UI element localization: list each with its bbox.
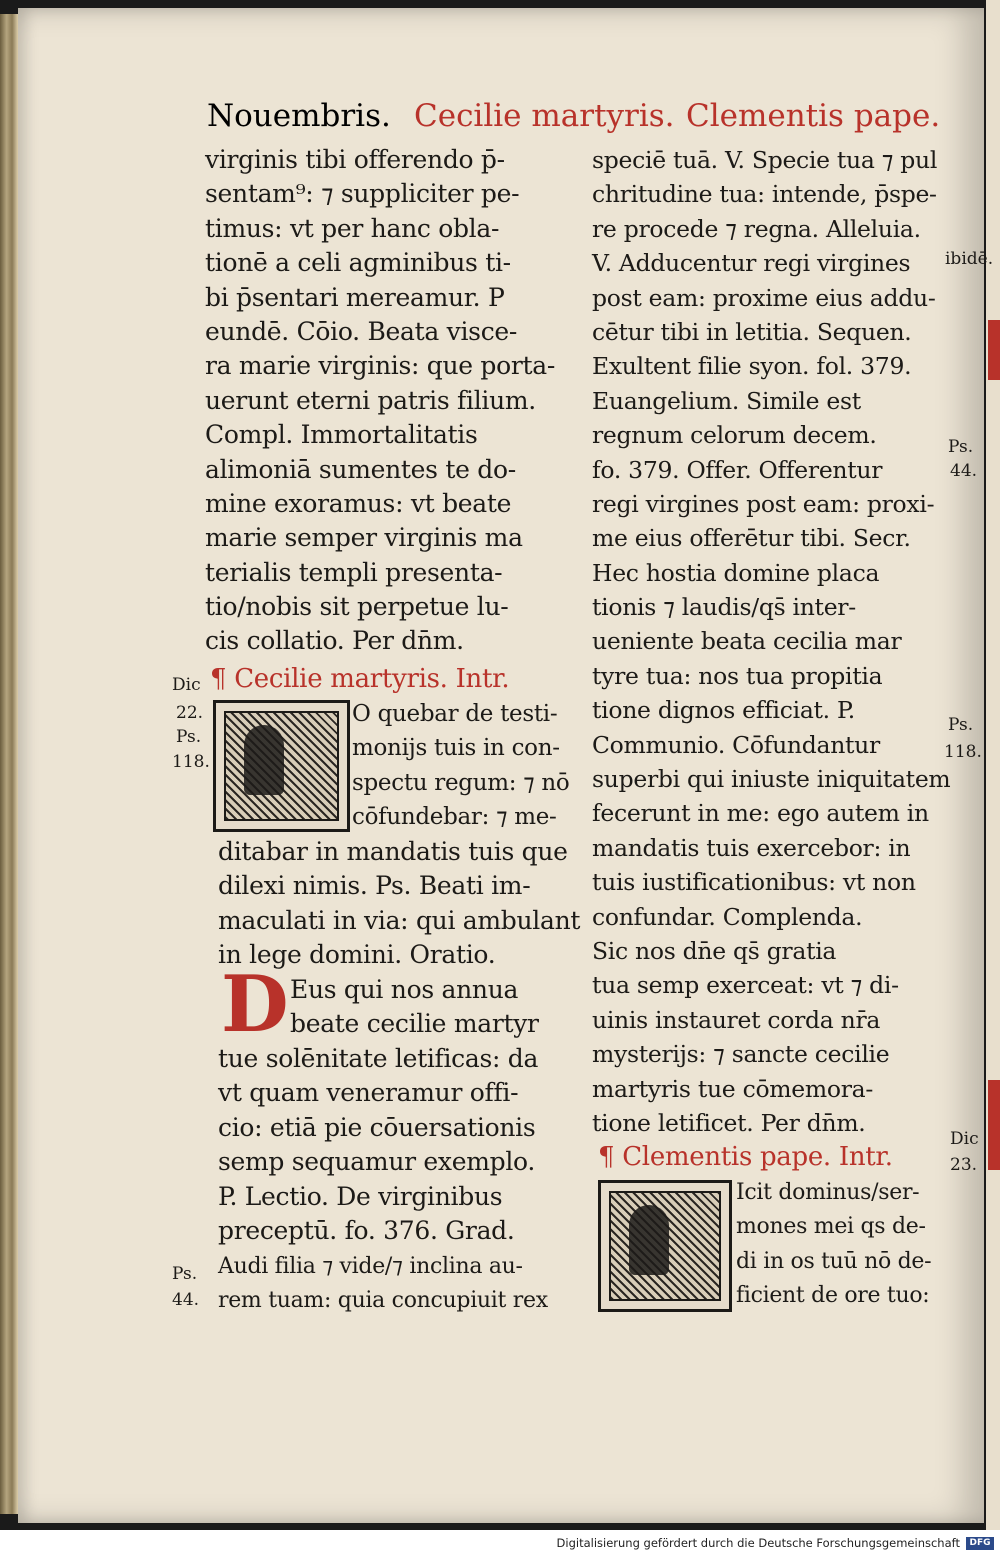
woodcut-initial-cecilie <box>213 700 350 832</box>
text-line: alimoniā sumentes te do- <box>205 454 516 484</box>
margin-ps: Ps. <box>948 437 974 457</box>
text-line: semp sequamur exemplo. <box>218 1147 535 1177</box>
header-clementis: Clementis pape. <box>686 98 941 134</box>
text-line: virginis tibi offerendo p̄- <box>205 145 505 174</box>
facing-page-edge <box>986 0 1000 1530</box>
text-line: martyris tue cōmemora- <box>592 1074 873 1103</box>
text-line: tionis ⁊ laudis/qs̄ inter- <box>592 593 856 622</box>
cecilie-introit-heading: ¶ Cecilie martyris. Intr. <box>210 664 510 694</box>
text-line: timus: vt per hanc obla- <box>205 213 500 243</box>
text-line: chritudine tua: intende, p̄spe- <box>592 180 937 209</box>
header-cecilie: Cecilie martyris. <box>414 98 675 134</box>
margin-44: 44. <box>950 461 978 481</box>
left-column-part2 <box>218 835 580 973</box>
text-line: mysterijs: ⁊ sancte cecilie <box>592 1040 890 1069</box>
text-line: sentam⁹: ⁊ suppliciter pe- <box>205 179 520 209</box>
footer-bar <box>0 1532 1000 1556</box>
text-line: Eus qui nos annua <box>290 975 519 1004</box>
text-line: cōfundebar: ⁊ me- <box>352 804 557 831</box>
margin-ps: Ps. <box>948 715 974 735</box>
text-line: tuis iustificationibus: vt non <box>592 868 916 897</box>
facing-page-red-mark <box>988 320 1000 380</box>
text-line: spectu regum: ⁊ nō <box>352 769 570 796</box>
text-line: rem tuam: quia concupiuit rex <box>218 1288 548 1314</box>
text-line: tyre tua: nos tua propitia <box>592 661 883 690</box>
text-line: Compl. Immortalitatis <box>205 420 478 450</box>
text-line: mine exoramus: vt beate <box>205 488 512 518</box>
text-line: fo. 379. Offer. Offerentur <box>592 455 883 484</box>
text-line: di in os tuū nō de- <box>736 1248 932 1274</box>
text-line: bi p̄sentari mereamur. P <box>205 282 505 312</box>
text-line: Audi filia ⁊ vide/⁊ inclina au- <box>218 1254 523 1279</box>
text-line: marie semper virginis ma <box>205 523 523 553</box>
oratio-body <box>218 1042 538 1248</box>
text-line: regi virgines post eam: proxi- <box>592 489 935 518</box>
text-line: re procede ⁊ regna. Alleluia. <box>592 214 921 243</box>
text-line: O quebar de testi- <box>352 701 558 727</box>
text-line: tue solēnitate letificas: da <box>218 1044 539 1073</box>
text-line: me eius offerētur tibi. Secr. <box>592 524 911 553</box>
text-line: tionē a celi agminibus ti- <box>205 248 511 278</box>
margin-ps: Ps. <box>176 727 202 747</box>
text-line: ra marie virginis: que porta- <box>205 351 556 381</box>
margin-22: 22. <box>176 703 204 723</box>
text-line: vt quam veneramur offi- <box>218 1078 519 1108</box>
text-line: speciē tuā. V. Specie tua ⁊ pul <box>592 146 938 174</box>
text-line: ueniente beata cecilia mar <box>592 627 902 656</box>
text-line: preceptū. fo. 376. Grad. <box>218 1215 515 1245</box>
text-line: mandatis tuis exercebor: in <box>592 833 911 862</box>
facing-page-red-mark <box>988 1080 1000 1170</box>
margin-ibidem: ibidē. <box>945 249 994 269</box>
margin-44: 44. <box>172 1290 200 1310</box>
margin-118: 118. <box>172 752 210 772</box>
text-line: eundē. Cōio. Beata visce- <box>205 316 518 346</box>
footer-credit: Digitalisierung gefördert durch die Deutsche Forschungsgemeinschaft <box>556 1536 960 1550</box>
text-line: Sic nos dn̄e qs̄ gratia <box>592 936 837 965</box>
text-line: in lege domini. Oratio. <box>218 940 496 970</box>
text-line: post eam: proxime eius addu- <box>592 283 936 312</box>
woodcut-text-left <box>352 697 569 835</box>
text-line: beate cecilie martyr <box>290 1009 539 1039</box>
text-line: dilexi nimis. Ps. Beati im- <box>218 871 531 901</box>
text-line: P. Lectio. De virginibus <box>218 1181 503 1211</box>
text-line: cētur tibi in letitia. Sequen. <box>592 317 912 346</box>
margin-ps: Ps. <box>172 1264 198 1284</box>
text-line: Icit dominus/ser- <box>736 1180 920 1205</box>
red-initial-d: D <box>221 959 289 1050</box>
text-line: ficient de ore tuo: <box>736 1283 930 1309</box>
oratio-first-lines <box>290 973 539 1042</box>
text-line: monijs tuis in con- <box>352 735 560 762</box>
text-line: Communio. Cōfundantur <box>592 730 880 759</box>
text-line: mones mei qs de- <box>736 1214 926 1240</box>
text-line: tione letificet. Per dn̄m. <box>592 1108 866 1137</box>
text-line: Euangelium. Simile est <box>592 386 861 415</box>
woodcut-initial-clementis <box>598 1180 732 1312</box>
text-line: Hec hostia domine placa <box>592 558 880 587</box>
gradual-lines <box>218 1250 548 1319</box>
text-line: uerunt eterni patris filium. <box>205 385 536 415</box>
text-line: ditabar in mandatis tuis que <box>218 837 568 866</box>
text-line: V. Adducentur regi virgines <box>592 249 911 278</box>
text-line: regnum celorum decem. <box>592 421 877 450</box>
text-line: uinis instauret corda nr̄a <box>592 1005 881 1034</box>
woodcut-text-right <box>736 1176 931 1314</box>
header-month: Nouembris. <box>207 98 391 134</box>
margin-dic: Dic <box>172 675 201 695</box>
text-line: fecerunt in me: ego autem in <box>592 799 929 828</box>
clementis-introit-heading: ¶ Clementis pape. Intr. <box>598 1142 893 1172</box>
text-line: confundar. Complenda. <box>592 902 863 931</box>
text-line: tione dignos efficiat. P. <box>592 696 855 725</box>
text-line: tio/nobis sit perpetue lu- <box>205 592 509 622</box>
text-line: tua semp exerceat: vt ⁊ di- <box>592 971 899 1000</box>
text-line: cis collatio. Per dn̄m. <box>205 626 464 656</box>
margin-dic: Dic <box>950 1129 979 1149</box>
text-line: Exultent filie syon. fol. 379. <box>592 352 912 381</box>
text-line: superbi qui iniuste iniquitatem <box>592 765 951 794</box>
text-line: maculati in via: qui ambulant <box>218 905 581 935</box>
right-column <box>592 143 950 1140</box>
text-line: terialis templi presenta- <box>205 557 503 587</box>
dfg-logo: DFG <box>966 1537 994 1550</box>
text-line: cio: etiā pie cōuersationis <box>218 1112 536 1142</box>
left-column-part1 <box>205 143 555 659</box>
margin-118: 118. <box>944 742 982 762</box>
margin-23: 23. <box>950 1155 978 1175</box>
